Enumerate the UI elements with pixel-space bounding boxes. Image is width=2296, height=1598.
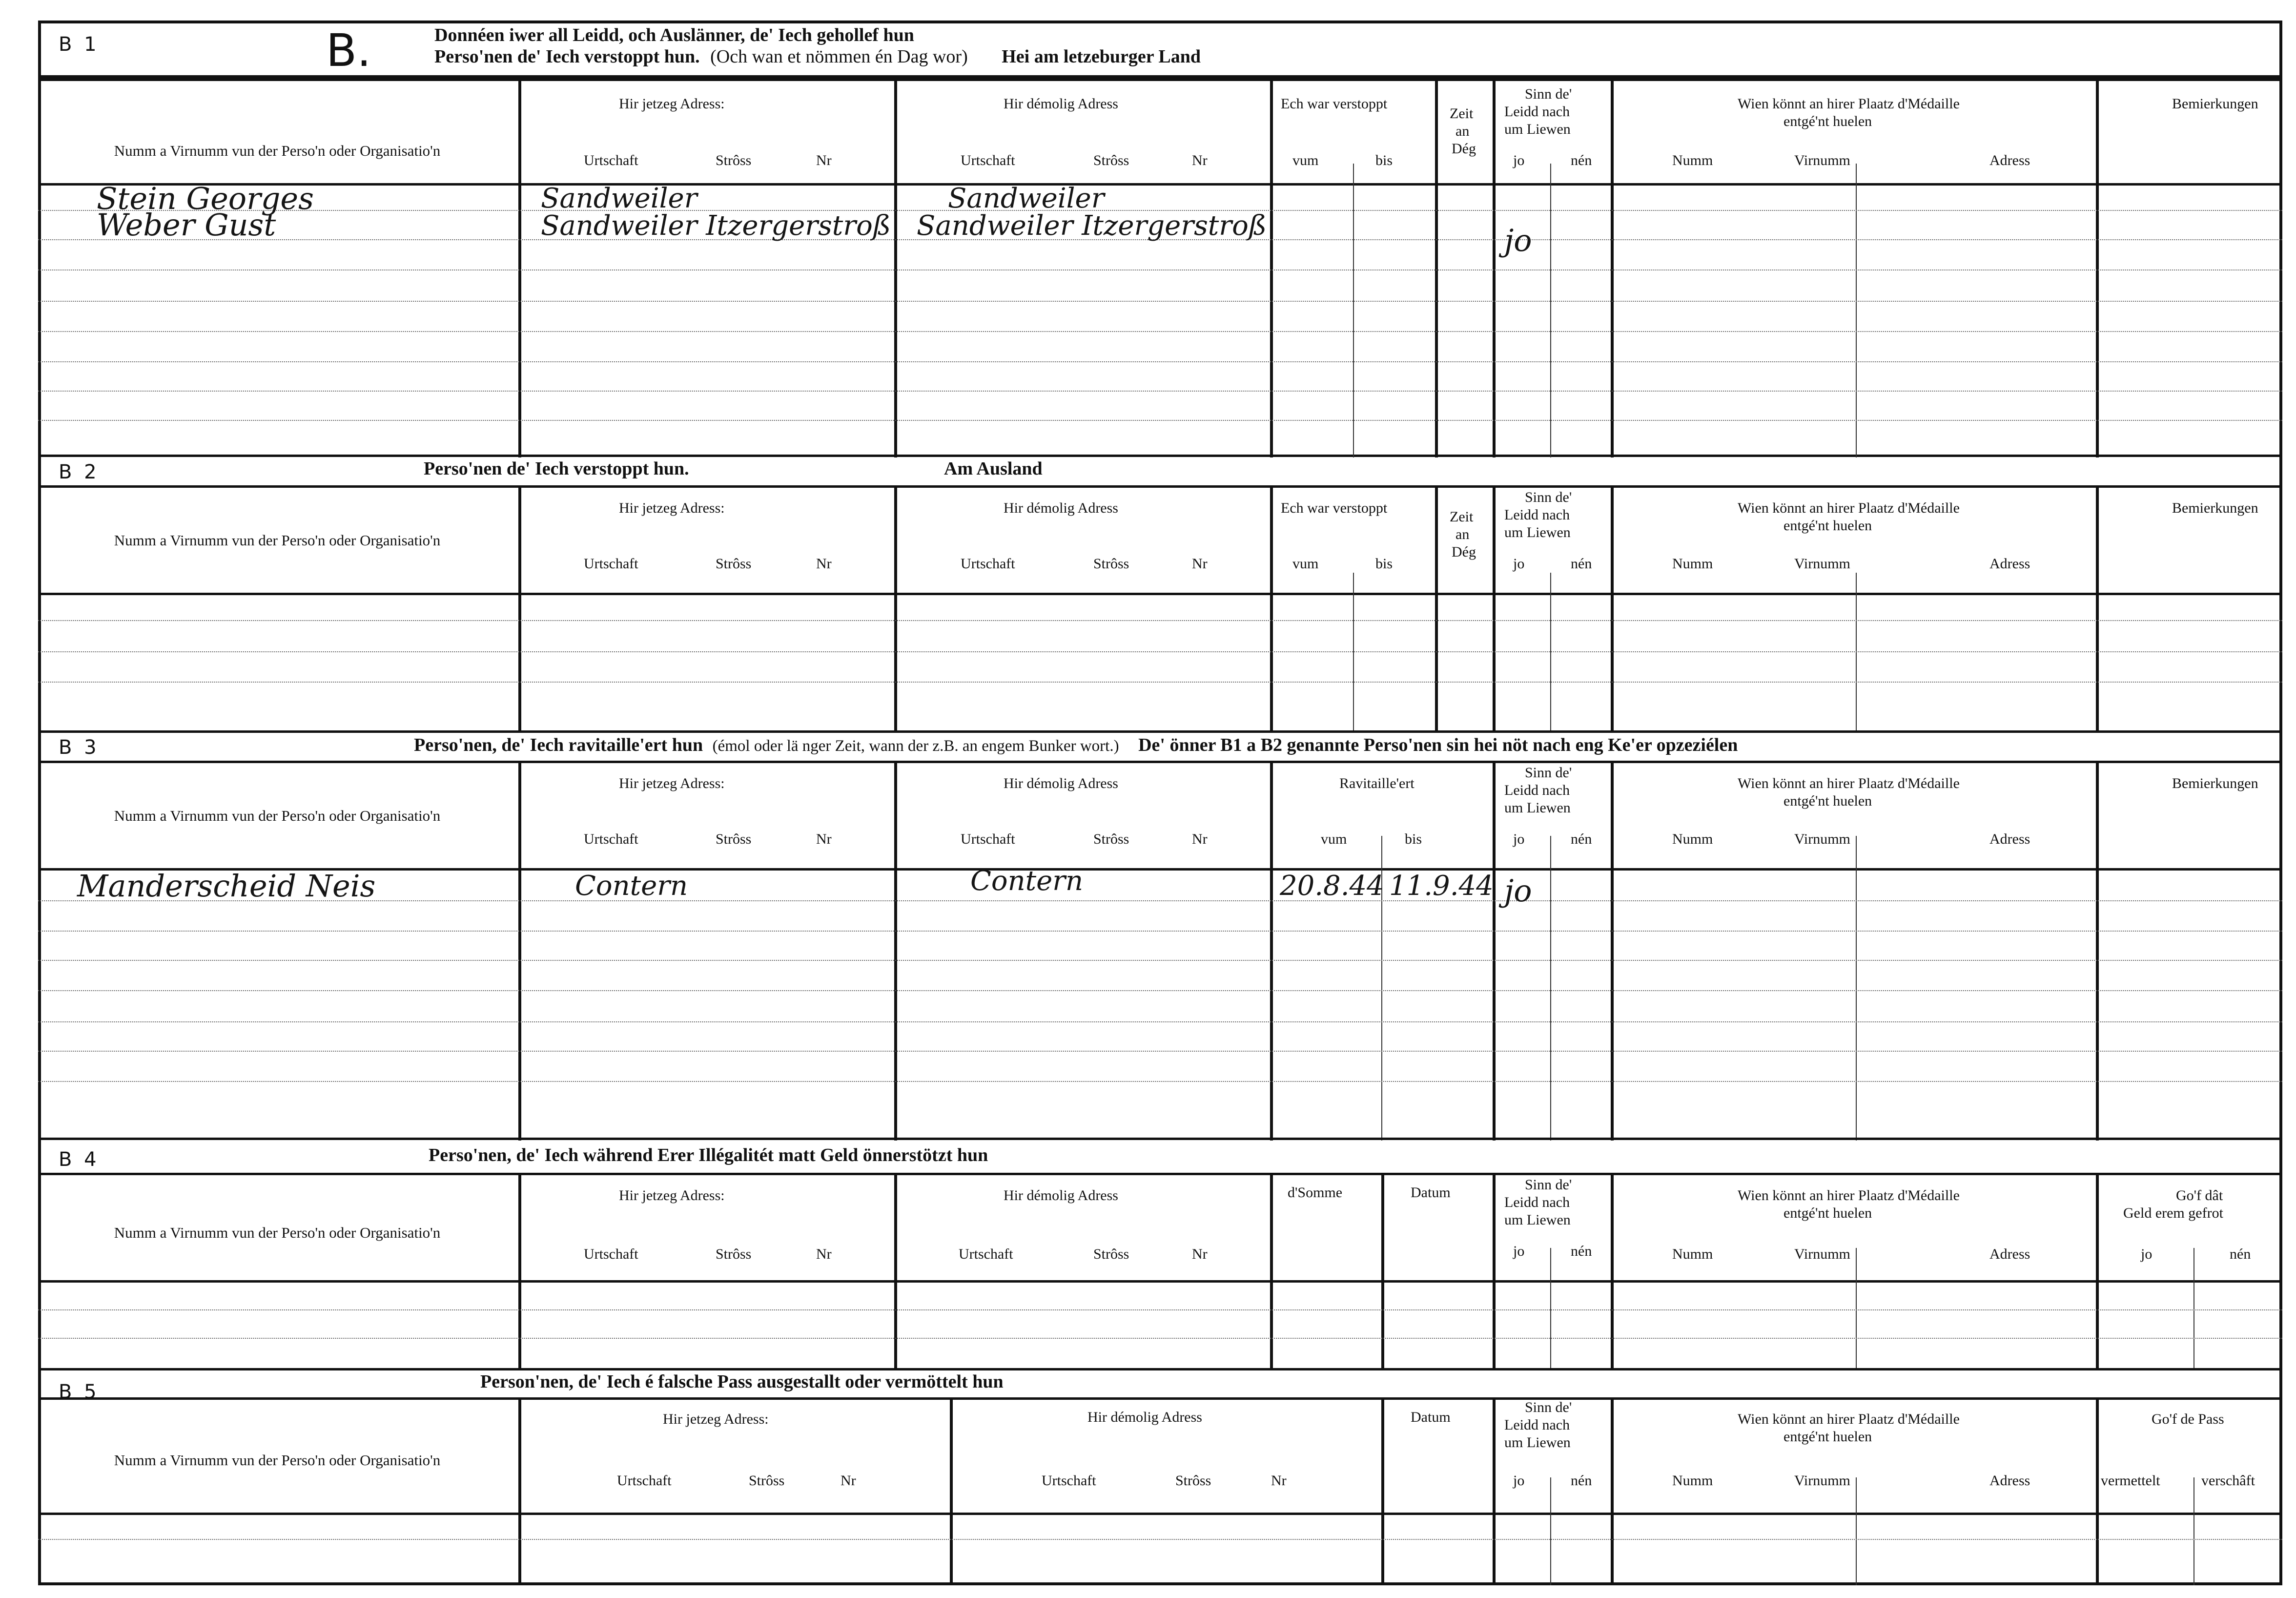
header-risk: Leidd nach	[1504, 1194, 1570, 1210]
header-number: Nr	[1271, 1473, 1287, 1489]
table-b1	[38, 78, 2282, 457]
header-from: vum	[1321, 831, 1347, 847]
header-no: nén	[2230, 1246, 2251, 1262]
header-medal: Wien könnt an hirer Plaatz d'Médaille	[1738, 1187, 1960, 1204]
header-risk: um Liewen	[1504, 800, 1571, 816]
row-line	[38, 420, 2282, 421]
row-line	[38, 931, 2282, 932]
header-supplied: Ravitaille'ert	[1339, 775, 1414, 791]
header-risk: Sinn de'	[1525, 765, 1572, 781]
header-days: an	[1456, 123, 1470, 139]
entry-current-place: Sandweiler	[541, 183, 697, 214]
col-divider	[518, 1399, 521, 1585]
header-firstname: Virnumm	[1794, 556, 1850, 572]
entry-former-place: Sandweiler	[948, 183, 1105, 214]
header-date: Datum	[1411, 1409, 1451, 1425]
sub-divider	[1856, 836, 1857, 1141]
row-line	[38, 1081, 2282, 1082]
header-divider	[38, 1280, 2282, 1283]
header-place: Urtschaft	[961, 152, 1015, 168]
header-no: nén	[1571, 1473, 1592, 1489]
row-line	[38, 990, 2282, 991]
header-name: Numm a Virnumm vun der Perso'n oder Organisatio'n	[114, 142, 441, 159]
header-street: Strôss	[749, 1473, 785, 1489]
header-remarks: Bemierkungen	[2172, 500, 2258, 516]
header-address: Adress	[1989, 1473, 2030, 1489]
header-days: Dég	[1452, 141, 1476, 157]
row-line	[38, 682, 2282, 683]
section-b2	[38, 457, 2282, 730]
header-risk: Sinn de'	[1525, 86, 1572, 102]
header-days: an	[1456, 526, 1470, 542]
header-address: Adress	[1989, 831, 2030, 847]
header-address: Adress	[1989, 1246, 2030, 1262]
header-from: vum	[1292, 152, 1319, 168]
header-divider	[38, 183, 2282, 186]
row-line	[38, 1021, 2282, 1022]
header-number: Nr	[816, 1246, 832, 1262]
entry-to-date: 11.9.44	[1389, 870, 1494, 902]
col-divider	[2096, 1175, 2099, 1368]
header-surname: Numm	[1672, 1246, 1713, 1262]
header-street: Strôss	[1093, 556, 1129, 572]
header-days: Zeit	[1450, 105, 1474, 122]
header-surname: Numm	[1672, 831, 1713, 847]
header-sum: d'Somme	[1288, 1184, 1343, 1201]
header-days: Dég	[1452, 544, 1476, 560]
row-line	[38, 331, 2282, 332]
header-pass-mediated: vermettelt	[2101, 1473, 2160, 1489]
sub-divider	[1550, 1477, 1551, 1585]
col-divider	[1270, 763, 1273, 1141]
header-divider	[38, 593, 2282, 595]
header-name: Numm a Virnumm vun der Perso'n oder Organisatio'n	[114, 1452, 441, 1469]
col-divider	[1493, 1175, 1496, 1368]
sub-divider	[1856, 1477, 1857, 1585]
header-current-address: Hir jetzeg Adress:	[619, 500, 725, 516]
header-medal: Wien könnt an hirer Plaatz d'Médaille	[1738, 1411, 1960, 1427]
header-risk: Leidd nach	[1504, 507, 1570, 523]
row-line	[38, 620, 2282, 621]
header-yes: jo	[1513, 1243, 1525, 1259]
section-code: B 1	[59, 33, 100, 56]
title-part: De' önner B1 a B2 genannte Perso'nen sin hei nöt nach eng Ke'er opzeziélen	[1138, 735, 1738, 755]
header-risk: um Liewen	[1504, 1212, 1571, 1228]
header-to: bis	[1375, 152, 1393, 168]
header-firstname: Virnumm	[1794, 152, 1850, 168]
entry-risk-yes: jo	[1504, 223, 1532, 258]
header-medal: Wien könnt an hirer Plaatz d'Médaille	[1738, 500, 1960, 516]
header-place: Urtschaft	[584, 152, 638, 168]
col-divider	[1381, 1399, 1384, 1585]
title-part: Hei am letzeburger Land	[1002, 46, 1201, 67]
header-current-address: Hir jetzeg Adress:	[663, 1411, 769, 1427]
col-divider	[1611, 487, 1614, 730]
title-part: (Och wan et nömmen én Dag wor)	[710, 46, 968, 67]
section-code: B 5	[59, 1381, 100, 1403]
header-surname: Numm	[1672, 152, 1713, 168]
entry-current-place: Contern	[575, 870, 688, 902]
section-top	[38, 730, 2282, 733]
header-medal: entgé'nt huelen	[1784, 793, 1872, 809]
header-number: Nr	[816, 831, 832, 847]
col-divider	[1270, 487, 1273, 730]
section-title: Am Ausland	[944, 458, 1043, 479]
header-risk: Leidd nach	[1504, 104, 1570, 120]
section-title: Perso'nen, de' Iech während Erer Illégalitét matt Geld önnerstötzt hun	[429, 1145, 988, 1165]
entry-name: Manderscheid Neis	[77, 868, 376, 904]
header-number: Nr	[1192, 831, 1208, 847]
row-line	[38, 361, 2282, 362]
section-code: B 3	[59, 736, 100, 759]
header-yes: jo	[2141, 1246, 2152, 1262]
section-b1	[38, 21, 2282, 457]
row-line	[38, 1309, 2282, 1310]
sub-divider	[1353, 164, 1354, 457]
table-b3	[38, 763, 2282, 1141]
section-title-line	[414, 734, 1738, 756]
header-name: Numm a Virnumm vun der Perso'n oder Organisatio'n	[114, 1224, 441, 1241]
row-line	[38, 960, 2282, 961]
header-number: Nr	[816, 152, 832, 168]
col-divider	[1435, 78, 1438, 457]
header-former-address: Hir démolig Adress	[1004, 775, 1118, 791]
entry-name: Weber Gust	[97, 207, 276, 243]
header-no: nén	[1571, 1243, 1592, 1259]
header-pass-made: verschâft	[2201, 1473, 2255, 1489]
header-surname: Numm	[1672, 1473, 1713, 1489]
header-risk: Leidd nach	[1504, 782, 1570, 798]
section-title-line2	[434, 46, 1201, 67]
row-line	[38, 391, 2282, 392]
section-code: B 2	[59, 461, 100, 483]
header-current-address: Hir jetzeg Adress:	[619, 775, 725, 791]
header-firstname: Virnumm	[1794, 1473, 1850, 1489]
header-street: Strôss	[716, 556, 752, 572]
header-date: Datum	[1411, 1184, 1451, 1201]
col-divider	[894, 763, 897, 1141]
header-street: Strôss	[1093, 152, 1129, 168]
col-divider	[1435, 487, 1438, 730]
col-divider	[1270, 78, 1273, 457]
row-line	[38, 301, 2282, 302]
header-medal: Wien könnt an hirer Plaatz d'Médaille	[1738, 96, 1960, 112]
header-medal: entgé'nt huelen	[1784, 1205, 1872, 1221]
header-yes: jo	[1513, 152, 1525, 168]
header-street: Strôss	[716, 831, 752, 847]
header-risk: um Liewen	[1504, 1434, 1571, 1451]
section-b3	[38, 730, 2282, 1141]
section-title: Perso'nen de' Iech verstoppt hun.	[424, 458, 689, 479]
col-divider	[1611, 1399, 1614, 1585]
header-to: bis	[1375, 556, 1393, 572]
header-divider	[38, 1513, 2282, 1515]
header-street: Strôss	[1093, 831, 1129, 847]
col-divider	[1611, 1175, 1614, 1368]
header-no: nén	[1571, 556, 1592, 572]
header-money: Geld erem gefrot	[2123, 1205, 2223, 1221]
header-yes: jo	[1513, 831, 1525, 847]
header-surname: Numm	[1672, 556, 1713, 572]
header-number: Nr	[1192, 152, 1208, 168]
header-address: Adress	[1989, 556, 2030, 572]
header-to: bis	[1405, 831, 1422, 847]
header-money: Go'f dât	[2176, 1187, 2223, 1204]
header-address: Adress	[1989, 152, 2030, 168]
entry-name: Stein Georges	[97, 181, 314, 216]
sub-divider	[1550, 1248, 1551, 1368]
header-hidden: Ech war verstoppt	[1281, 500, 1388, 516]
header-risk: Sinn de'	[1525, 1177, 1572, 1193]
section-code: B 4	[59, 1148, 100, 1171]
header-former-address: Hir démolig Adress	[1087, 1409, 1202, 1425]
title-part: (émol oder lä nger Zeit, wann der z.B. an engem Bunker wort.)	[712, 737, 1119, 755]
section-b5	[38, 1368, 2282, 1585]
header-number: Nr	[1192, 1246, 1208, 1262]
header-former-address: Hir démolig Adress	[1004, 96, 1118, 112]
header-place: Urtschaft	[584, 831, 638, 847]
header-street: Strôss	[1175, 1473, 1211, 1489]
header-from: vum	[1292, 556, 1319, 572]
entry-former-place: Sandweiler Itzergerstroß	[917, 210, 1267, 242]
entry-from-date: 20.8.44	[1280, 870, 1384, 902]
header-risk: Sinn de'	[1525, 489, 1572, 505]
table-b5	[38, 1399, 2282, 1585]
header-place: Urtschaft	[959, 1246, 1013, 1262]
header-place: Urtschaft	[584, 556, 638, 572]
header-medal: entgé'nt huelen	[1784, 518, 1872, 534]
header-place: Urtschaft	[617, 1473, 672, 1489]
col-divider	[1493, 763, 1496, 1141]
col-divider	[1270, 1175, 1273, 1368]
header-remarks: Bemierkungen	[2172, 96, 2258, 112]
sub-divider	[1550, 836, 1551, 1141]
col-divider	[2096, 1399, 2099, 1585]
header-firstname: Virnumm	[1794, 1246, 1850, 1262]
header-street: Strôss	[716, 152, 752, 168]
table-b4	[38, 1175, 2282, 1368]
header-risk: um Liewen	[1504, 524, 1571, 540]
col-divider	[894, 1175, 897, 1368]
col-divider	[1493, 1399, 1496, 1585]
header-name: Numm a Virnumm vun der Perso'n oder Organisatio'n	[114, 807, 441, 824]
header-days: Zeit	[1450, 509, 1474, 525]
entry-former-place: Contern	[970, 865, 1084, 897]
col-divider	[950, 1399, 953, 1585]
header-yes: jo	[1513, 556, 1525, 572]
header-name: Numm a Virnumm vun der Perso'n oder Organisatio'n	[114, 532, 441, 549]
sub-divider	[1856, 164, 1857, 457]
form-letter: B.	[326, 24, 371, 77]
col-divider	[518, 78, 521, 457]
header-current-address: Hir jetzeg Adress:	[619, 96, 725, 112]
header-current-address: Hir jetzeg Adress:	[619, 1187, 725, 1204]
section-b4	[38, 1139, 2282, 1368]
header-remarks: Bemierkungen	[2172, 775, 2258, 791]
header-risk: Sinn de'	[1525, 1399, 1572, 1415]
header-firstname: Virnumm	[1794, 831, 1850, 847]
col-divider	[2096, 487, 2099, 730]
header-number: Nr	[840, 1473, 856, 1489]
header-place: Urtschaft	[961, 831, 1015, 847]
header-street: Strôss	[716, 1246, 752, 1262]
col-divider	[1493, 78, 1496, 457]
col-divider	[1493, 487, 1496, 730]
header-yes: jo	[1513, 1473, 1525, 1489]
header-risk: um Liewen	[1504, 121, 1571, 137]
col-divider	[894, 487, 897, 730]
entry-current-place: Sandweiler Itzergerstroß	[541, 210, 891, 242]
header-no: nén	[1571, 831, 1592, 847]
header-place: Urtschaft	[584, 1246, 638, 1262]
col-divider	[1381, 1175, 1384, 1368]
table-b2	[38, 487, 2282, 730]
header-number: Nr	[816, 556, 832, 572]
title-part: Perso'nen, de' Iech ravitaille'ert hun	[414, 735, 703, 755]
title-part: Perso'nen de' Iech verstoppt hun.	[434, 46, 700, 67]
col-divider	[1611, 78, 1614, 457]
sub-divider	[1856, 1248, 1857, 1368]
header-risk: Leidd nach	[1504, 1417, 1570, 1433]
header-pass: Go'f de Pass	[2152, 1411, 2224, 1427]
section-top	[38, 1368, 2282, 1370]
row-line	[38, 1338, 2282, 1339]
header-former-address: Hir démolig Adress	[1004, 500, 1118, 516]
header-hidden: Ech war verstoppt	[1281, 96, 1388, 112]
header-medal: entgé'nt huelen	[1784, 1429, 1872, 1445]
header-medal: entgé'nt huelen	[1784, 113, 1872, 129]
col-divider	[2096, 78, 2099, 457]
col-divider	[1611, 763, 1614, 1141]
section-title-line1: Donnéen iwer all Leidd, och Auslänner, de' Iech gehollef hun	[434, 25, 914, 45]
header-street: Strôss	[1093, 1246, 1129, 1262]
col-divider	[894, 78, 897, 457]
header-no: nén	[1571, 152, 1592, 168]
col-divider	[518, 1175, 521, 1368]
section-title: Person'nen, de' Iech é falsche Pass ausgestallt oder vermöttelt hun	[480, 1371, 1004, 1392]
row-line	[38, 651, 2282, 652]
entry-risk-yes: jo	[1504, 873, 1532, 909]
sub-divider	[1550, 164, 1551, 457]
col-divider	[2096, 763, 2099, 1141]
row-line	[38, 1051, 2282, 1052]
header-number: Nr	[1192, 556, 1208, 572]
header-place: Urtschaft	[961, 556, 1015, 572]
header-place: Urtschaft	[1042, 1473, 1096, 1489]
col-divider	[518, 487, 521, 730]
header-medal: Wien könnt an hirer Plaatz d'Médaille	[1738, 775, 1960, 791]
header-former-address: Hir démolig Adress	[1004, 1187, 1118, 1204]
col-divider	[518, 763, 521, 1141]
row-line	[38, 1539, 2282, 1540]
